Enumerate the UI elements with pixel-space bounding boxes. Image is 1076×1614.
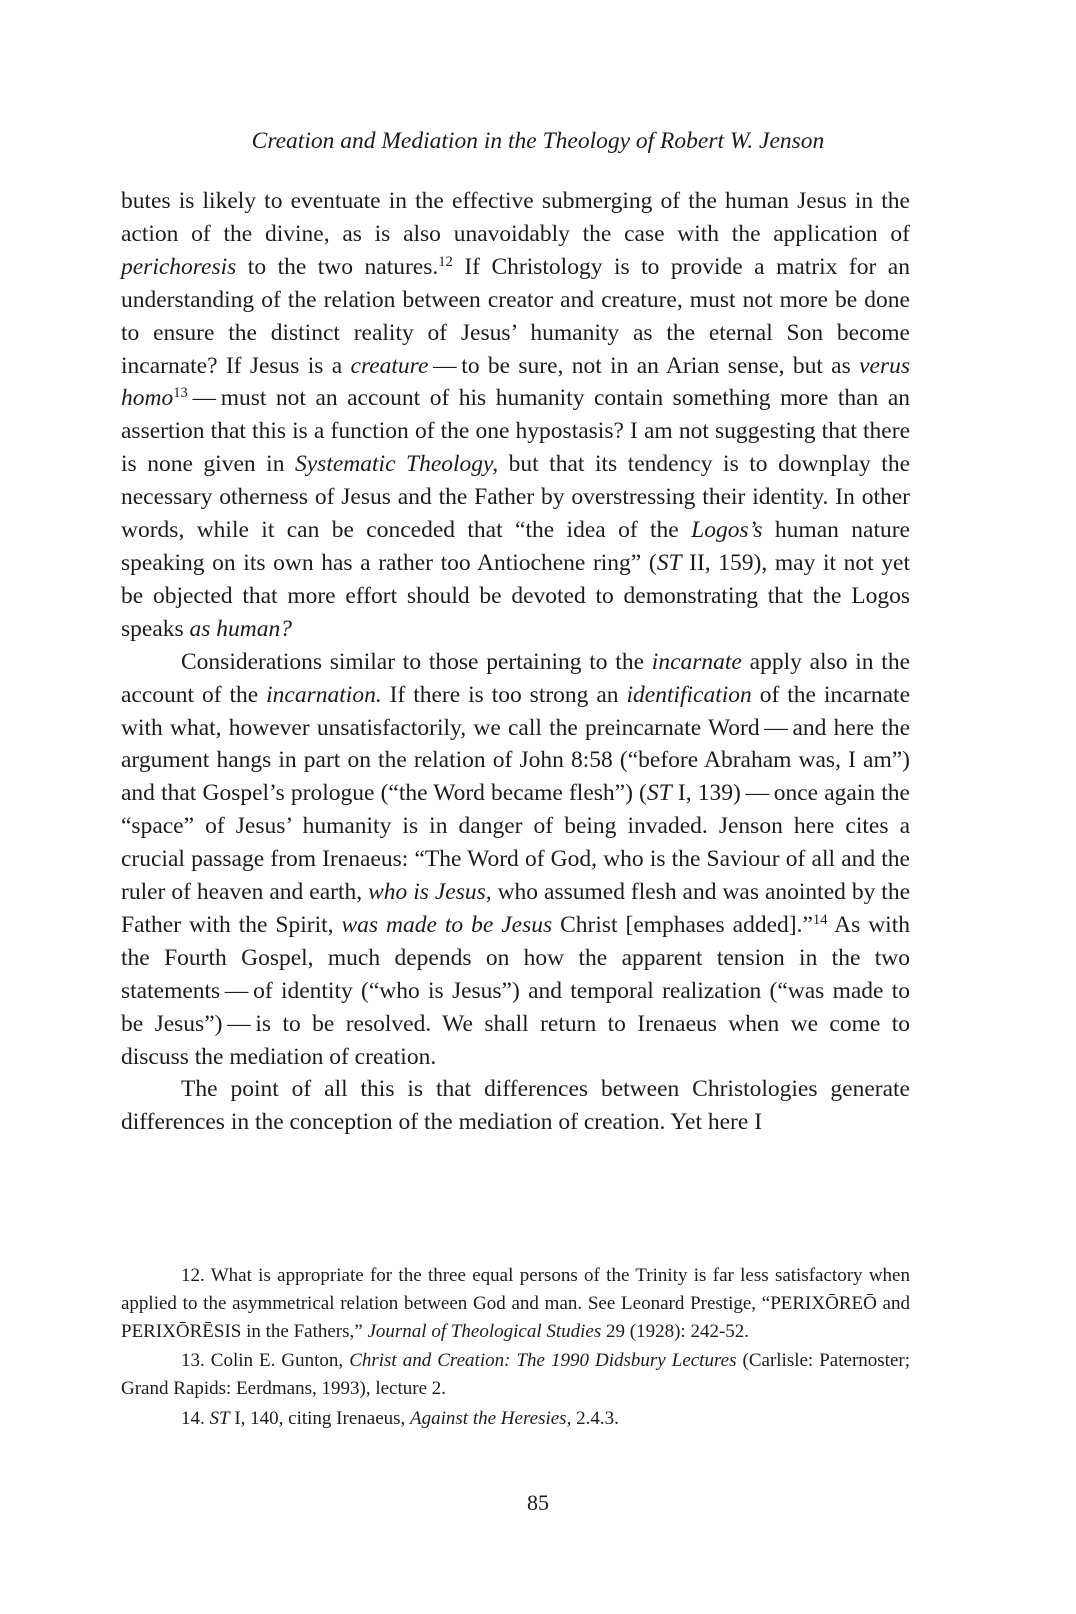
text-run: who assumed flesh and was anointed by the Father with the Spirit,: [121, 879, 911, 938]
text-run: I, 139) — once again the “space” of Jesus’ humanity is in danger of being invaded. Jenson here cites a crucial passage from Irenaeus: “The Word of God, who is the Saviour of all and the ruler of heaven and earth,: [121, 780, 910, 906]
text-run: to the two natures.: [236, 253, 439, 280]
text-run: As with the Fourth Gospel, much depends on how the apparent tension in the two statements — of identity (“who is Jesus”) and temporal realization (“was made to be Jesus”) — is to be resolved. We shall return to Irenaeus when we come to discuss the mediation of creation.: [121, 911, 910, 1070]
text-run: If there is too strong an: [381, 681, 627, 708]
text-run: — must not an account of his humanity contain something more than an assertion that this is a function of the one hypostasis? I am not suggesting that there is none given in: [121, 385, 910, 478]
text-run: 2.4.3.: [571, 1407, 619, 1429]
italic-text: Systematic Theology,: [295, 451, 499, 478]
italic-text: who is Jesus,: [368, 879, 492, 906]
footnote: [121, 1405, 910, 1433]
text-run: — to be sure, not in an Arian sense, but as: [428, 352, 860, 379]
text-run: 13. Colin E. Gunton,: [181, 1350, 350, 1372]
italic-text: Christ and Creation: The 1990 Didsbury Lectures: [349, 1350, 737, 1372]
italic-text: ST: [656, 549, 682, 576]
text-run: The point of all this is that differences between Christologies generate differences in the conception of the mediation of creation. Yet here I: [121, 1076, 910, 1136]
italic-text: verus homo: [121, 352, 910, 412]
text-run: human nature speaking on its own has a rather too Antiochene ring” (: [121, 517, 910, 576]
text-run: 12. What is appropriate for the three equal persons of the Trinity is far less satisfactory when applied to the asymmetrical relation between God and man. See Leonard Prestige, “PERIXŌREŌ and PERIXŌRĒSIS in the Fathers,”: [121, 1265, 910, 1342]
text-run: 14.: [181, 1407, 210, 1429]
text-run: II, 159), may it not yet be objected that more effort should be devoted to demonstrating that the Logos speaks: [121, 549, 911, 642]
text-run: (Carlisle: Paternoster; Grand Rapids: Eerdmans, 1993), lecture 2.: [121, 1350, 910, 1400]
text-run: I, 140, citing Irenaeus,: [229, 1407, 411, 1429]
text-run: of the incarnate with what, however unsatisfactorily, we call the preincarnate Word — and here the argument hangs in part on the relation of John 8:58 (“before Abraham was, I am”) and that Gospel’s prologue (“the Word became flesh”) (: [121, 681, 910, 807]
italic-text: as human?: [189, 615, 293, 642]
footnote-ref: 12: [438, 253, 453, 270]
text-run: If Christology is to provide a matrix for an understanding of the relation between creator and creature, must not more be done to ensure the distinct reality of Jesus’ humanity as the eternal Son become incarnate? If Jesus is a: [121, 253, 910, 379]
footnote: [121, 1347, 910, 1403]
italic-text: perichoresis: [121, 253, 237, 280]
italic-text: Logos’s: [691, 517, 763, 544]
italic-text: was made to be Jesus: [341, 911, 553, 938]
page-number: 85: [527, 1490, 549, 1515]
italic-text: incarnate: [651, 648, 742, 675]
italic-text: Journal of Theological Studies: [367, 1320, 602, 1342]
footnote-ref: 13: [173, 385, 188, 402]
text-run: apply also in the account of the: [121, 648, 911, 708]
footnotes: [121, 1262, 910, 1432]
footnote: [121, 1262, 910, 1346]
text-run: Considerations similar to those pertaining to the: [181, 648, 652, 675]
footnote-ref: 14: [812, 911, 828, 928]
paragraph: [121, 646, 910, 1074]
text-run: 29 (1928): 242-52.: [601, 1320, 750, 1342]
italic-text: Against the Heresies,: [410, 1407, 572, 1429]
paragraph: [121, 185, 910, 646]
text-run: but that its tendency is to downplay the necessary otherness of Jesus and the Father by overstressing their identity. In other words, while it can be conceded that “the idea of the: [121, 451, 911, 544]
running-head: Creation and Mediation in the Theology of Robert W. Jenson: [251, 128, 825, 154]
italic-text: ST: [209, 1407, 230, 1429]
italic-text: identification: [626, 681, 752, 708]
body-text: [121, 185, 910, 1139]
text-run: butes is likely to eventuate in the effective submerging of the human Jesus in the action of the divine, as is also unavoidably the case with the application of: [121, 188, 910, 247]
italic-text: ST: [646, 780, 672, 807]
text-run: Christ [emphases added].”: [552, 911, 813, 938]
italic-text: creature: [350, 352, 429, 379]
paragraph: [121, 1073, 910, 1139]
italic-text: incarnation.: [266, 681, 382, 708]
